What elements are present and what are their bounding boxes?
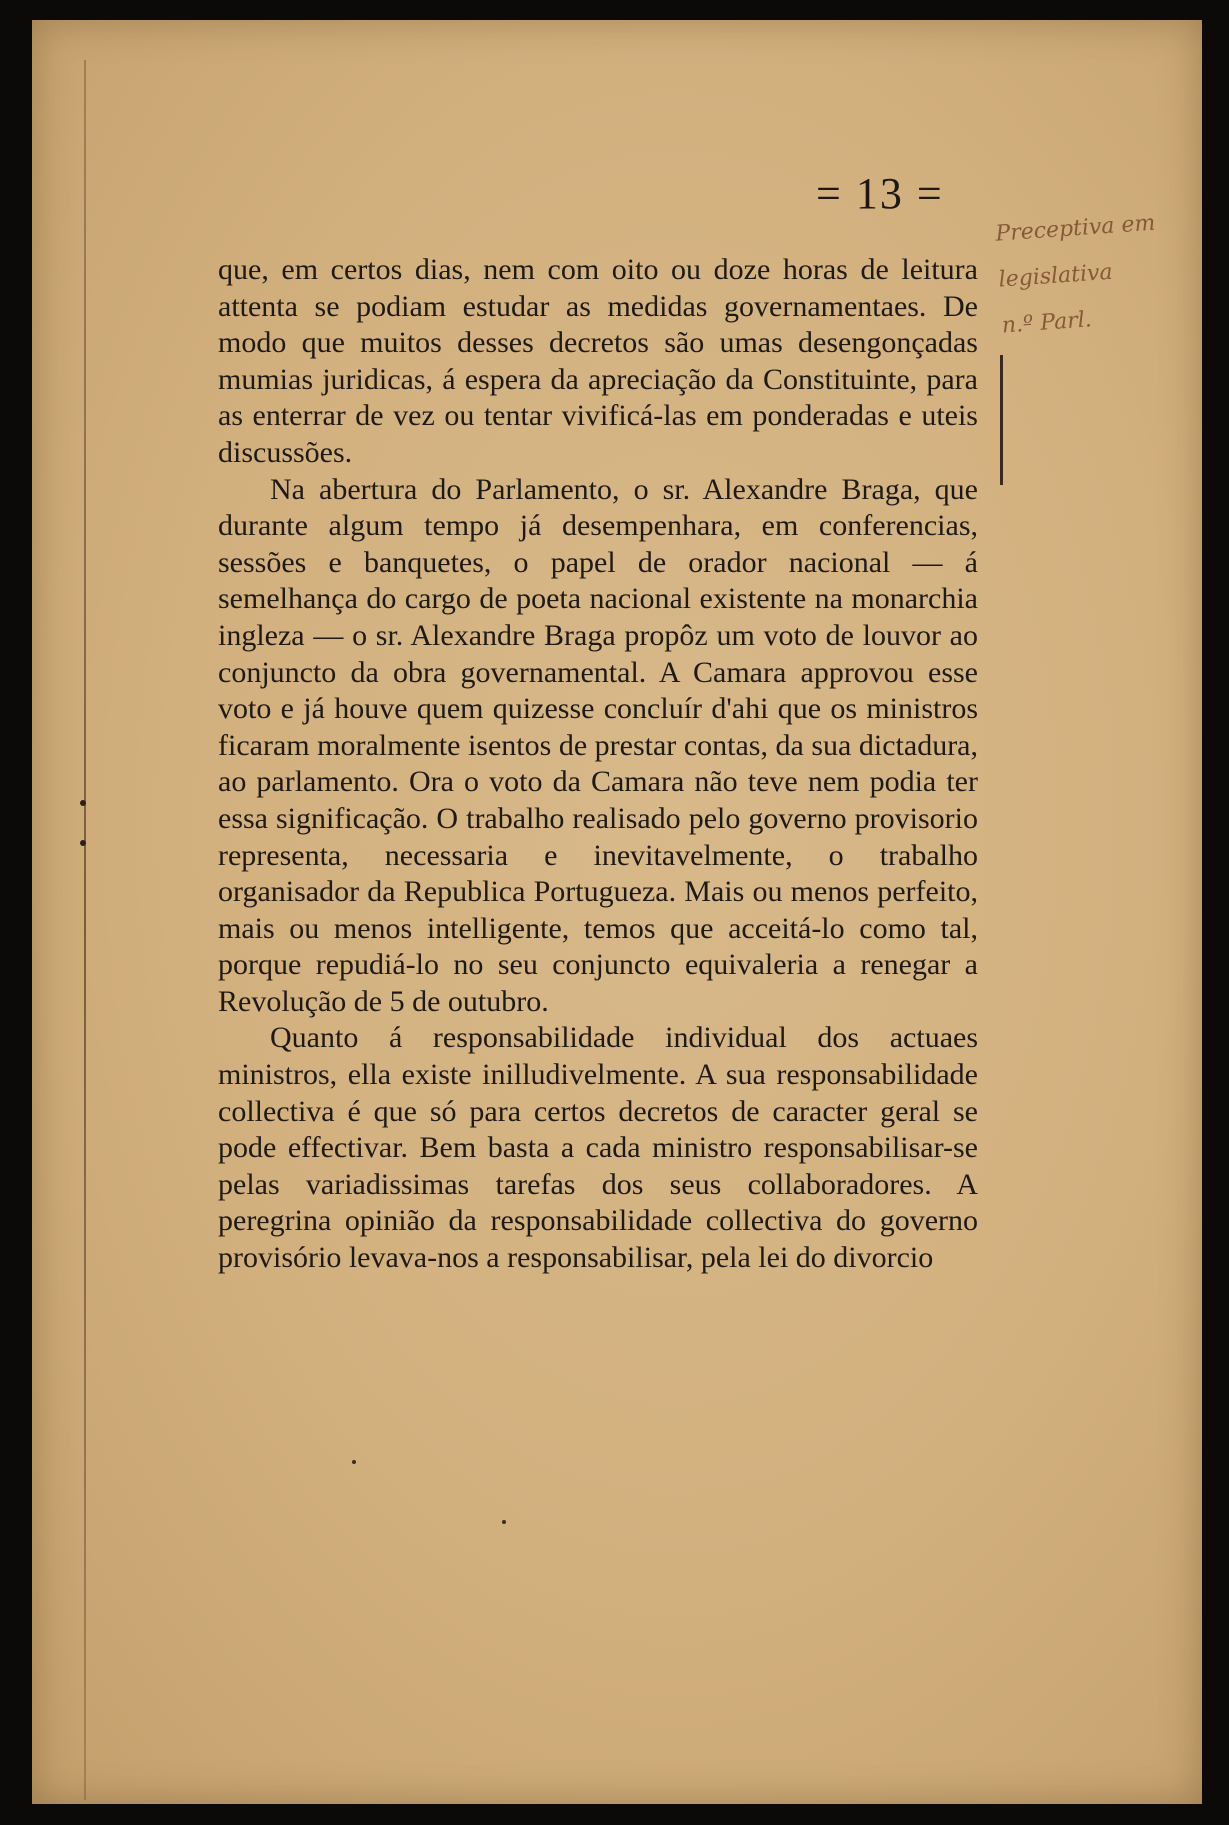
- page-fold-line: [84, 60, 86, 1800]
- margin-bracket-mark: [1000, 355, 1003, 485]
- marginalia-line-1: Preceptiva em: [994, 210, 1157, 247]
- paper-speck: [502, 1520, 506, 1524]
- paragraph-2: Na abertura do Parlamento, o sr. Alexandre Braga, que durante algum tempo já desempenhara, em conferencias, sessões e banquetes, o papel de orador nacional — á semelhança do cargo de poeta nacional existente na monarchia ingleza — o sr. Alexandre Braga propôz um voto de louvor ao conjuncto da obra governamental. A Camara approvou esse voto e já houve quem quizesse concluír d'ahi que os ministros ficaram moralmente isentos de prestar contas, da sua dictadura, ao parlamento. Ora o voto da Camara não teve nem podia ter essa significação. O trabalho realisado pelo governo provisorio representa, necessaria e inevitavelmente, o trabalho organisador da Republica Portugueza. Mais ou menos perfeito, mais ou menos intelligente, temos que acceitá-lo como tal, porque repudiá-lo no seu conjuncto equivaleria a renegar a Revolução de 5 de outubro.: [218, 472, 978, 1018]
- marginalia-line-3: n.º Parl.: [1001, 307, 1093, 339]
- body-text: [218, 252, 978, 1277]
- handwritten-marginalia: [994, 199, 1196, 392]
- marginalia-line-2: legislativa: [997, 259, 1114, 293]
- paper-speck: [352, 1460, 356, 1464]
- margin-ink-marks: [76, 800, 94, 880]
- paragraph-1: que, em certos dias, nem com oito ou doze horas de leitura attenta se podiam estudar as medidas governamentaes. De modo que muitos desses decretos são umas desengonçadas mumias juridicas, á espera da apreciação da Constituinte, para as enterrar de vez ou tentar vivificá-las em ponderadas e uteis discussões.: [218, 253, 978, 469]
- paragraph-3: Quanto á responsabilidade individual dos actuaes ministros, ella existe inilludivelmente. A sua responsabilidade collectiva é que só para certos decretos de caracter geral se pode effectivar. Bem basta a cada ministro responsabilisar-se pelas variadissimas tarefas dos seus collaboradores. A peregrina opinião da responsabilidade collectiva do governo provisório levava-nos a responsabilisar, pela lei do divorcio: [218, 1021, 978, 1275]
- page-number: = 13 =: [816, 169, 944, 218]
